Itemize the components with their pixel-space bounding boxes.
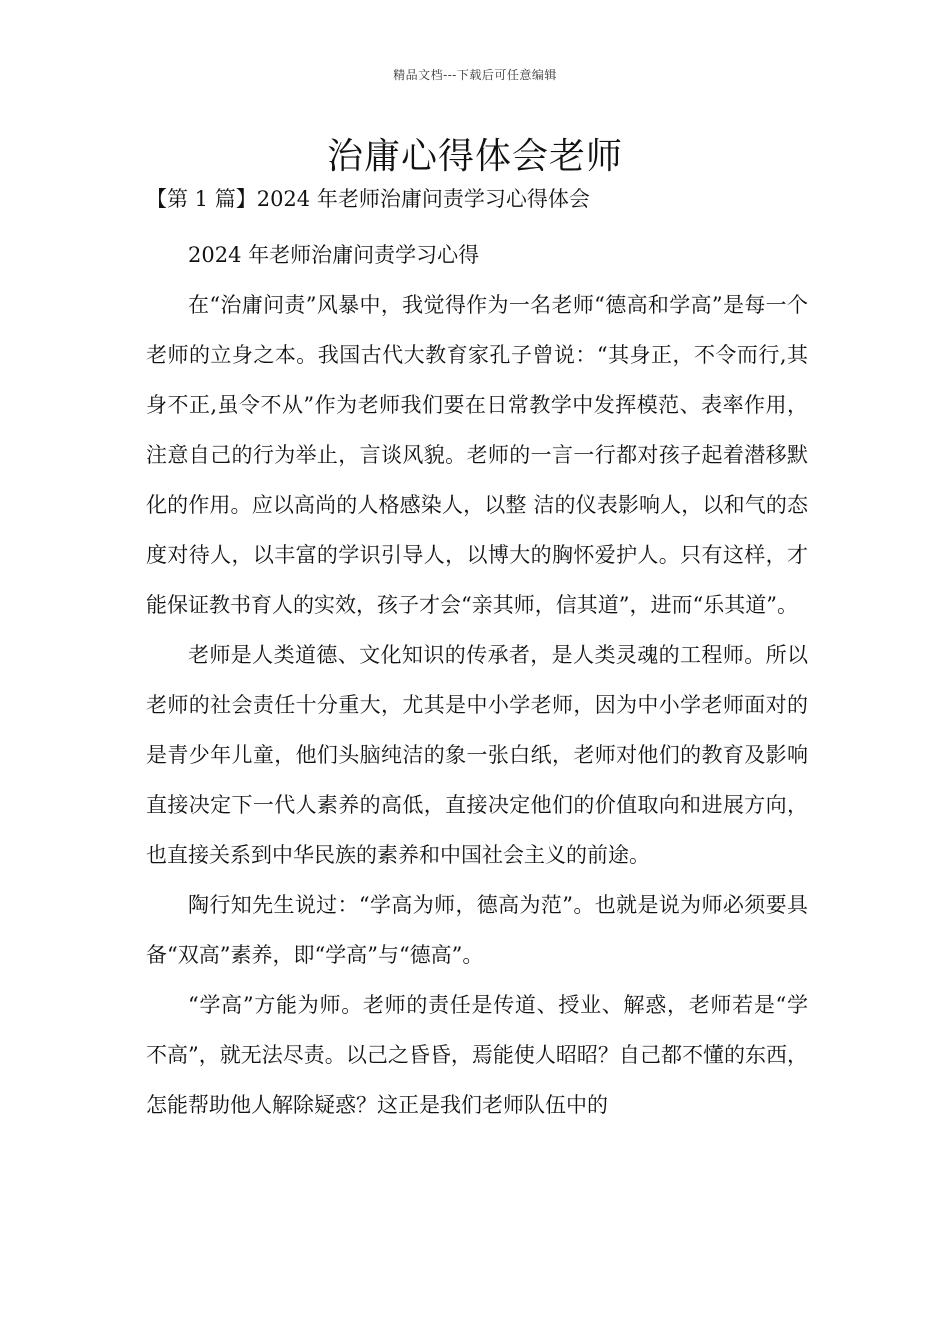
paragraph-4: “学高”方能为师。老师的责任是传道、授业、解惑，老师若是“学不高”，就无法尽责。以己之昏昏，焉能使人昭昭？自己都不懂的东西，怎能帮助他人解除疑惑？这正是我们老师队伍中的: [146, 993, 808, 1117]
paragraph-3: 陶行知先生说过：“学高为师，德高为范”。也就是说为师必须要具备“双高”素养，即“学高”与“德高”。: [146, 893, 808, 967]
subheading: 2024 年老师治庸问责学习心得: [188, 243, 480, 267]
header-note: 精品文档---下载后可任意编辑: [393, 68, 557, 82]
paragraph-1: 在“治庸问责”风暴中，我觉得作为一名老师“德高和学高”是每一个老师的立身之本。我国古代大教育家孔子曾说：“其身正，不令而行,其身不正,虽令不从”作为老师我们要在日常教学中发挥模范、表率作用，注意自己的行为举止，言谈风貌。老师的一言一行都对孩子起着潜移默化的作用。应以高尚的人格感染人，以整 洁的仪表影响人，以和气的态度对待人，以丰富的学识引导人，以博大的胸怀爱护人。只有这样，才能保证教书育人的实效，孩子才会“亲其师，信其道”，进而“乐其道”。: [146, 293, 808, 617]
document-body: [146, 230, 808, 1130]
section-heading: 【第 1 篇】2024 年老师治庸问责学习心得体会: [146, 187, 590, 211]
paragraph-2: 老师是人类道德、文化知识的传承者，是人类灵魂的工程师。所以老师的社会责任十分重大，尤其是中小学老师，因为中小学老师面对的是青少年儿童，他们头脑纯洁的象一张白纸，老师对他们的教育及影响直接决定下一代人素养的高低，直接决定他们的价值取向和进展方向，也直接关系到中华民族的素养和中国社会主义的前途。: [146, 643, 808, 867]
document-title: 治庸心得体会老师: [326, 136, 623, 177]
